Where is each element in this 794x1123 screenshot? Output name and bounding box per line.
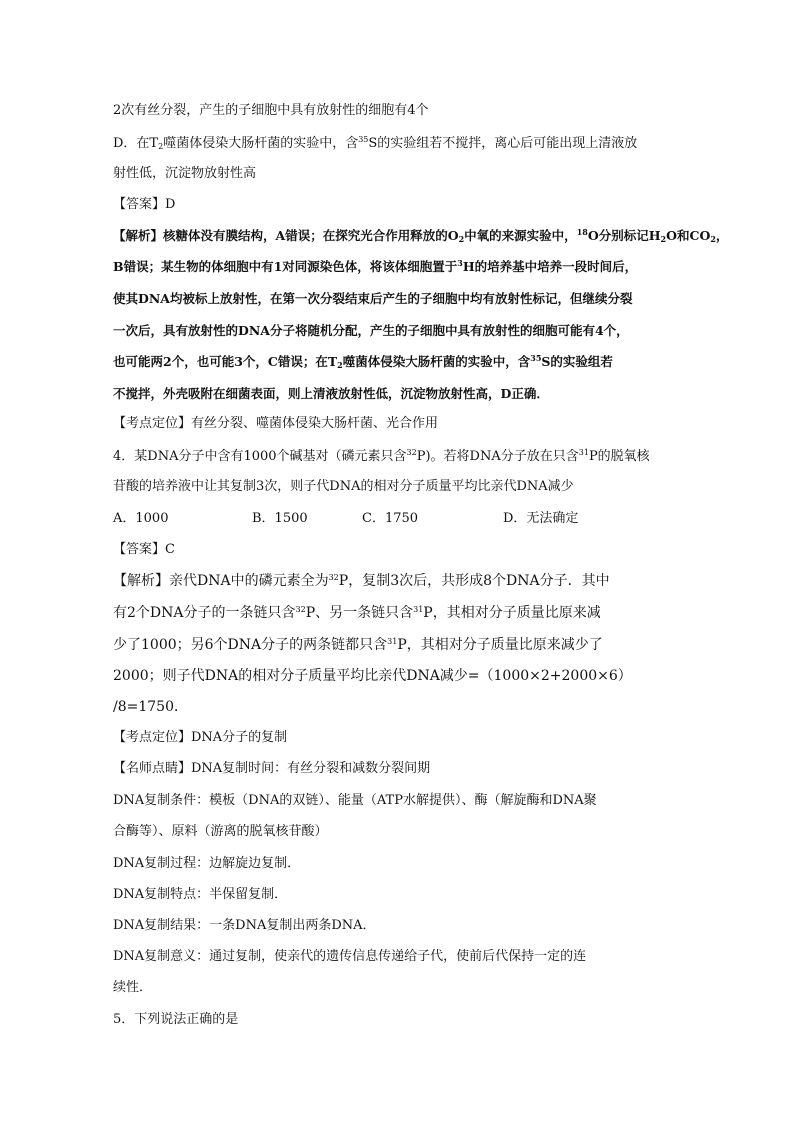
q3-explanation-line3: 使其DNA均被标上放射性，在第一次分裂结束后产生的子细胞中均有放射性标记，但继续分裂 <box>113 291 633 306</box>
q5-stem: 5．下列说法正确的是 <box>113 1012 239 1027</box>
q4-stem-line2: 苷酸的培养液中让其复制3次，则子代DNA的相对分子质量平均比亲代DNA减少 <box>113 479 574 494</box>
q3-explanation-line6: 不搅拌，外壳吸附在细菌表面，则上清液放射性低，沉淀物放射性高，D正确． <box>113 386 549 401</box>
q4-explanation-line2: 有2个DNA分子的一条链只含$^{32}$P、另一条链只含$^{31}$P，其相对分子质量比原来减 <box>113 605 601 621</box>
q4-condition-line2: 合酶等）、原料（游离的脱氧核苷酸） <box>113 824 328 839</box>
q4-option-b: B．1500 <box>252 511 308 526</box>
q4-explanation-line1: 【解析】亲代DNA中的磷元素全为$^{32}$P，复制3次后，共形成8个DNA分子．其中 <box>113 573 610 589</box>
q4-explanation-line5: /8=1750． <box>113 699 188 715</box>
q3-knowledge-point: 【考点定位】有丝分裂、噬菌体侵染大肠杆菌、光合作用 <box>113 416 439 431</box>
q3-option-d-line2: 射性低，沉淀物放射性高 <box>113 166 257 181</box>
q3-option-c-continuation: 2次有丝分裂，产生的子细胞中具有放射性的细胞有4个 <box>113 103 429 118</box>
q4-answer: 【答案】C <box>113 542 175 557</box>
q4-process: DNA复制过程：边解旋边复制． <box>113 856 301 871</box>
q4-meaning-line1: DNA复制意义：通过复制，使亲代的遗传信息传递给子代，使前后代保持一定的连 <box>113 949 587 964</box>
q4-meaning-line2: 续性． <box>113 980 153 995</box>
q3-option-d: D．在$T_2$噬菌体侵染大肠杆菌的实验中，含$^{35}$S的实验组若不搅拌，离心后可能出现上清液放 <box>113 135 638 151</box>
q4-explanation-line4: 2000；则子代DNA的相对分子质量平均比亲代DNA减少=（1000×2+2000×6） <box>113 668 632 684</box>
q4-explanation-line3: 少了1000；另6个DNA分子的两条链都只含$^{31}$P，其相对分子质量比原来减少了 <box>113 637 603 653</box>
q4-tip: 【名师点睛】DNA复制时间：有丝分裂和减数分裂间期 <box>113 761 431 776</box>
q4-knowledge-point: 【考点定位】DNA分子的复制 <box>113 730 288 745</box>
q4-option-d: D．无法确定 <box>503 511 579 526</box>
q4-option-c: C．1750 <box>362 511 419 526</box>
q4-option-a: A．1000 <box>113 511 169 526</box>
q3-explanation-line1: 【解析】核糖体没有膜结构，A错误；在探究光合作用释放的$O_2$中氧的来源实验中，$^{18}$O分别标记$H_2O$和$CO_2$， <box>113 227 729 244</box>
q3-explanation-line4: 一次后，具有放射性的DNA分子将随机分配，产生的子细胞中具有放射性的细胞可能有4个， <box>113 323 629 338</box>
q4-condition-line1: DNA复制条件：模板（DNA的双链）、能量（ATP水解提供）、酶（解旋酶和DNA聚 <box>113 793 597 808</box>
q3-answer: 【答案】D <box>113 197 176 212</box>
q4-result: DNA复制结果：一条DNA复制出两条DNA． <box>113 918 376 933</box>
q3-explanation-line2: B错误；某生物的体细胞中有1对同源染色体，将该体细胞置于$^3$H的培养基中培养一段时间后， <box>113 258 638 274</box>
q4-stem-line1: 4．某DNA分子中含有1000个碱基对（磷元素只含$^{32}$P)。若将DNA分子放在只含$^{31}$P的脱氧核 <box>113 448 650 464</box>
q4-feature: DNA复制特点：半保留复制． <box>113 887 288 902</box>
q3-explanation-line5: 也可能两2个，也可能3个，C错误；在$T_2$噬菌体侵染大肠杆菌的实验中，含$^{35}$S的实验组若 <box>113 353 613 370</box>
q4-options <box>113 510 578 528</box>
